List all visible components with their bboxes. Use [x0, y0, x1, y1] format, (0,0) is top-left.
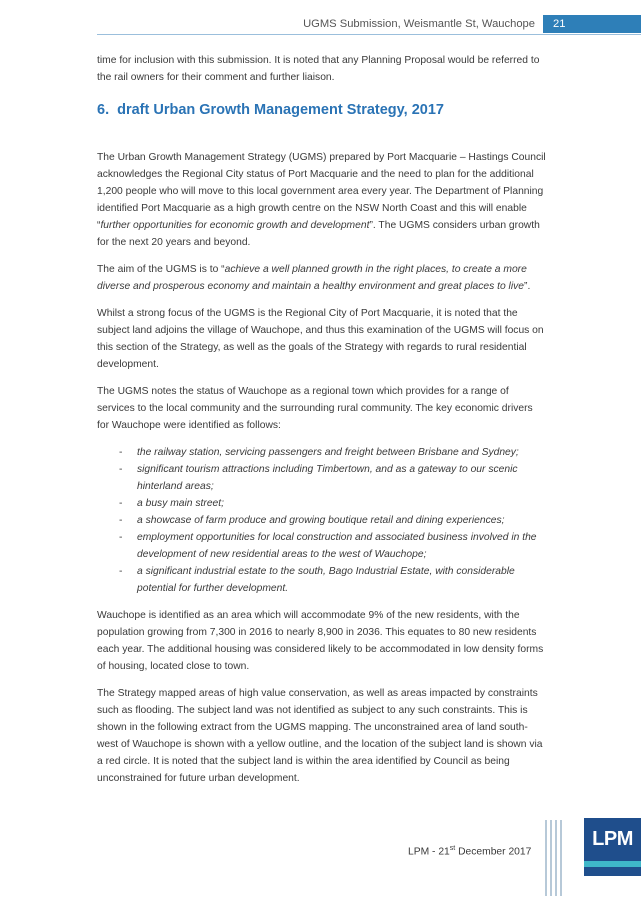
quote-run: achieve a well planned growth in the right places, to create a more diverse and prosperous economy and maintain a healthy environment and great places to live	[97, 264, 527, 292]
list-item	[97, 512, 547, 529]
paragraph-wauchope-focus: Whilst a strong focus of the UGMS is the Regional City of Port Macquarie, it is noted that the subject land adjoins the village of Wauchope, and thus this examination of the UGMS will focus on this section of the Strategy, as well as the goals of the Strategy with regards to rural residential development.	[97, 308, 544, 370]
text-run: The Urban Growth Management Strategy (UGMS) prepared by Port Macquarie – Hastings Council acknowledges the Regional City status of Port Macquarie and the need to plan for the additional 1,200 people who will move to this local government area every year. The Department of Planning identified Port Macquarie as a high growth centre on the NSW North Coast and this will enable “	[97, 152, 546, 231]
list-item	[97, 495, 547, 512]
bullet-dash: -	[119, 515, 123, 526]
header-title: UGMS Submission, Weismantle St, Wauchope	[303, 18, 535, 30]
list-item-text: the railway station, servicing passengers and freight between Brisbane and Sydney;	[137, 447, 519, 458]
logo-bar	[584, 861, 641, 867]
paragraph-constraints-mapping: The Strategy mapped areas of high value conservation, as well as areas impacted by constraints such as flooding. The subject land was not identified as subject to any such constraints. This is shown in the following extract from the UGMS mapping. The unconstrained area of land south-west of Wauchope is shown with a yellow outline, and the location of the subject land is shown via a red circle. It is noted that the subject land is within the area identified by Council as being unconstrained for future urban development.	[97, 688, 543, 784]
bullet-dash: -	[119, 566, 123, 577]
lpm-logo	[584, 818, 641, 876]
divider	[555, 820, 557, 896]
divider	[560, 820, 562, 896]
divider	[550, 820, 552, 896]
footer-suffix: December 2017	[455, 846, 532, 858]
list-item	[97, 563, 547, 597]
list-item	[97, 461, 547, 495]
page-number: 21	[553, 18, 566, 30]
list-item-text: a showcase of farm produce and growing boutique retail and dining experiences;	[137, 515, 505, 526]
logo-text: LPM	[592, 828, 633, 850]
section-heading	[97, 100, 547, 120]
bullet-dash: -	[119, 498, 123, 509]
list-item	[97, 529, 547, 563]
text-run: ”.	[524, 281, 531, 292]
intro-paragraph: time for inclusion with this submission. It is noted that any Planning Proposal would be referred to the rail owners for their comment and further liaison.	[97, 55, 540, 83]
page-header	[0, 0, 641, 40]
paragraph-ugms-aim	[97, 261, 547, 295]
list-item-text: a significant industrial estate to the south, Bago Industrial Estate, with considerable potential for further development.	[137, 566, 515, 594]
document-body	[97, 52, 547, 797]
text-run: The aim of the UGMS is to “	[97, 264, 225, 275]
list-item-text: a busy main street;	[137, 498, 224, 509]
bullet-dash: -	[119, 447, 123, 458]
list-item	[97, 444, 547, 461]
header-rule	[97, 34, 641, 35]
footer-ordinal: st	[449, 845, 456, 852]
text-run: ”. The UGMS considers urban growth for the next 20 years and beyond.	[97, 220, 540, 248]
bullet-dash: -	[119, 464, 123, 475]
footer-date	[408, 845, 531, 857]
economic-drivers-list	[97, 444, 547, 597]
bullet-dash: -	[119, 532, 123, 543]
paragraph-ugms-overview	[97, 149, 547, 251]
paragraph-economic-drivers: The UGMS notes the status of Wauchope as a regional town which provides for a range of services to the local community and the surrounding rural community. The key economic drivers for Wauchope were identified as follows:	[97, 386, 533, 431]
list-item-text: employment opportunities for local construction and associated business involved in the development of new residential areas to the west of Wauchope;	[137, 532, 537, 560]
footer-prefix: LPM - 21	[408, 846, 450, 858]
quote-run: further opportunities for economic growth and development	[100, 220, 370, 231]
paragraph-population-growth: Wauchope is identified as an area which will accommodate 9% of the new residents, with the population growing from 7,300 in 2016 to nearly 8,900 in 2036. This equates to 80 new residents each year. The additional housing was considered likely to be accommodated in low density forms of housing, located close to town.	[97, 610, 544, 672]
footer-decorative-lines	[545, 820, 565, 896]
section-title: draft Urban Growth Management Strategy, 2017	[117, 102, 444, 118]
divider	[545, 820, 547, 896]
list-item-text: significant tourism attractions including Timbertown, and as a gateway to our scenic hinterland areas;	[137, 464, 518, 492]
section-number: 6.	[97, 102, 110, 118]
